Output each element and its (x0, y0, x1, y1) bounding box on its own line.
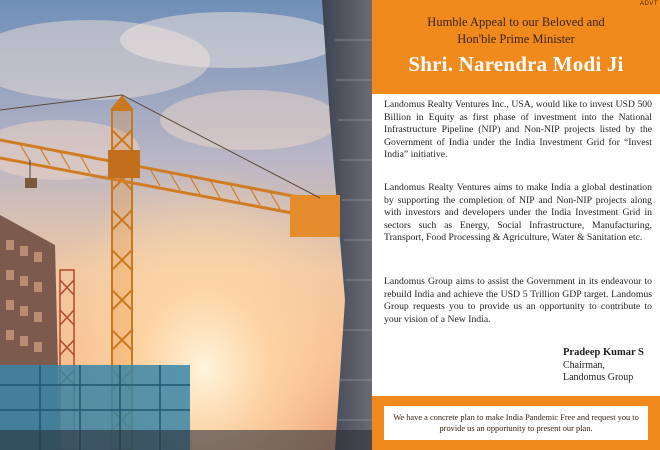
paragraph-gdp-target: Landomus Group aims to assist the Government in its endeavour to rebuild India and achieve the USD 5 Trillion GDP target. Landomus Group requests you to provide us an opportunity to contribute to your vision of a New India. (384, 276, 652, 325)
footer-message: We have a concrete plan to make India Pandemic Free and request you to provide us an opportunity to present our plan. (384, 406, 648, 440)
ad-footer (372, 396, 660, 450)
signatory-title: Chairman, (563, 359, 605, 371)
signature-block (563, 347, 644, 385)
signatory-org: Landomus Group (563, 372, 634, 383)
appeal-heading (372, 14, 660, 48)
ad-header (372, 0, 660, 94)
appeal-line-1: Humble Appeal to our Beloved and (427, 15, 605, 29)
signatory-name: Pradeep Kumar S (563, 347, 644, 358)
advt-label: ADVT (639, 1, 658, 7)
paragraph-destination: Landomus Realty Ventures aims to make India a global destination by supporting the completion of NIP and Non-NIP projects along with investors and developers under the India Investment Grid in sectors such as Energy, Social Infrastructure, Manufacturing, Transport, Food Processing & Agriculture, Water & Sanitation etc. (384, 182, 652, 244)
advertisement-panel (372, 0, 660, 450)
pm-name: Shri. Narendra Modi Ji (408, 52, 624, 76)
appeal-line-2: Hon'ble Prime Minister (457, 32, 575, 46)
paragraph-investment: Landomus Realty Ventures Inc., USA, would like to invest USD 500 Billion in Equity as first phase of investment into the National Infrastructure Pipeline (NIP) and Non-NIP projects listed by the Government of India under the India Investment Grid for “Invest India” initiative. (384, 99, 652, 161)
